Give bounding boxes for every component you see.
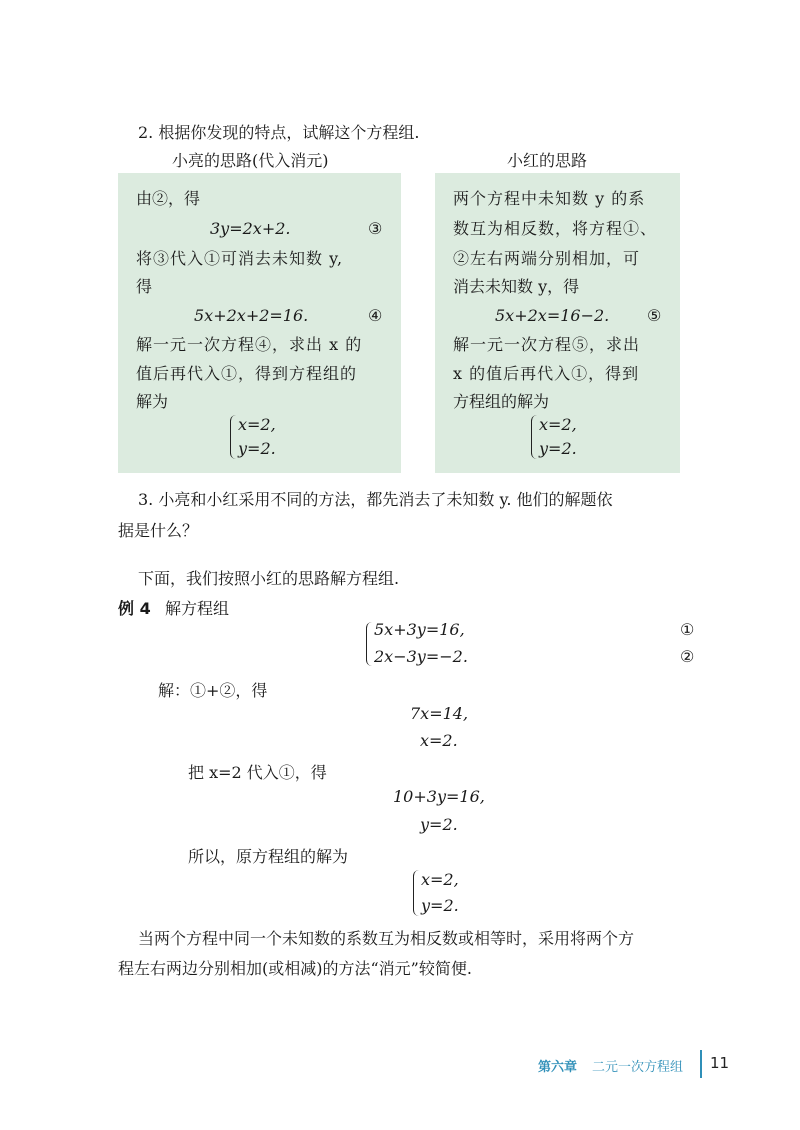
left-eq-4-mark: ④ <box>368 306 383 325</box>
footer-chapter: 第六章 <box>538 1060 578 1075</box>
page-number: 11 <box>710 1054 730 1072</box>
left-line-6: 解一元一次方程④，求出 x 的 <box>136 335 363 354</box>
solution-y: y=2. <box>421 896 459 915</box>
solution-step-6: y=2. <box>420 815 458 834</box>
example-system-brace <box>366 622 373 666</box>
solution-step-4: 把 x=2 代入①，得 <box>188 763 327 782</box>
left-solution-brace <box>230 415 237 459</box>
left-line-1: 由②，得 <box>136 189 201 208</box>
left-solution-y: y=2. <box>238 439 276 458</box>
right-line-7: x 的值后再代入①，得到 <box>453 364 640 383</box>
right-line-6: 解一元一次方程⑤，求出 <box>453 335 641 354</box>
question-2: 2. 根据你发现的特点，试解这个方程组. <box>138 123 420 142</box>
right-line-2: 数互为相反数，将方程①、 <box>453 219 658 238</box>
left-eq-4: 5x+2x+2=16. <box>194 306 309 325</box>
left-approach-title: 小亮的思路(代入消元) <box>172 151 329 170</box>
footer-chapter-title: 二元一次方程组 <box>592 1060 684 1075</box>
right-line-1: 两个方程中未知数 y 的系 <box>453 189 646 208</box>
solution-step-3: x=2. <box>420 731 458 750</box>
conclusion-line-2: 程左右两边分别相加(或相减)的方法“消元”较简便. <box>118 959 472 978</box>
left-solution-x: x=2, <box>238 415 276 434</box>
left-eq-3-mark: ③ <box>368 219 383 238</box>
question-3-line-1: 3. 小亮和小红采用不同的方法，都先消去了未知数 y. 他们的解题依 <box>138 490 613 509</box>
example-eq-2-mark: ② <box>680 647 695 666</box>
left-line-8: 解为 <box>136 392 169 411</box>
footer-divider <box>700 1050 702 1078</box>
left-line-3: 将③代入①可消去未知数 y, <box>136 249 344 268</box>
solution-brace <box>413 870 420 916</box>
right-line-8: 方程组的解为 <box>453 392 550 411</box>
right-eq-5-mark: ⑤ <box>647 306 662 325</box>
solution-step-5: 10+3y=16, <box>393 787 485 806</box>
xiaohong-approach-box <box>435 173 680 473</box>
xiaoliang-approach-box <box>118 173 401 473</box>
example-eq-1: 5x+3y=16, <box>374 620 465 639</box>
intro-text: 下面，我们按照小红的思路解方程组. <box>138 569 400 588</box>
left-line-7: 值后再代入①，得到方程组的 <box>136 364 358 383</box>
left-eq-3: 3y=2x+2. <box>210 219 291 238</box>
example-eq-1-mark: ① <box>680 620 695 639</box>
solution-step-1: 解：①+②，得 <box>158 681 268 700</box>
right-solution-brace <box>531 415 538 459</box>
left-line-4: 得 <box>136 277 153 296</box>
right-approach-title: 小红的思路 <box>507 151 588 170</box>
example-title: 解方程组 <box>165 599 230 618</box>
example-eq-2: 2x−3y=−2. <box>374 647 468 666</box>
conclusion-line-1: 当两个方程中同一个未知数的系数互为相反数或相等时，采用将两个方 <box>138 929 635 948</box>
question-3-line-2: 据是什么？ <box>118 521 199 540</box>
solution-x: x=2, <box>421 870 459 889</box>
right-line-3: ②左右两端分别相加，可 <box>453 249 641 268</box>
right-solution-x: x=2, <box>539 415 577 434</box>
right-line-4: 消去未知数 y，得 <box>453 277 580 296</box>
solution-step-2: 7x=14, <box>410 704 469 723</box>
right-eq-5: 5x+2x=16−2. <box>495 306 610 325</box>
example-label: 例 4 <box>118 599 151 618</box>
right-solution-y: y=2. <box>539 439 577 458</box>
solution-step-7: 所以，原方程组的解为 <box>188 847 349 866</box>
